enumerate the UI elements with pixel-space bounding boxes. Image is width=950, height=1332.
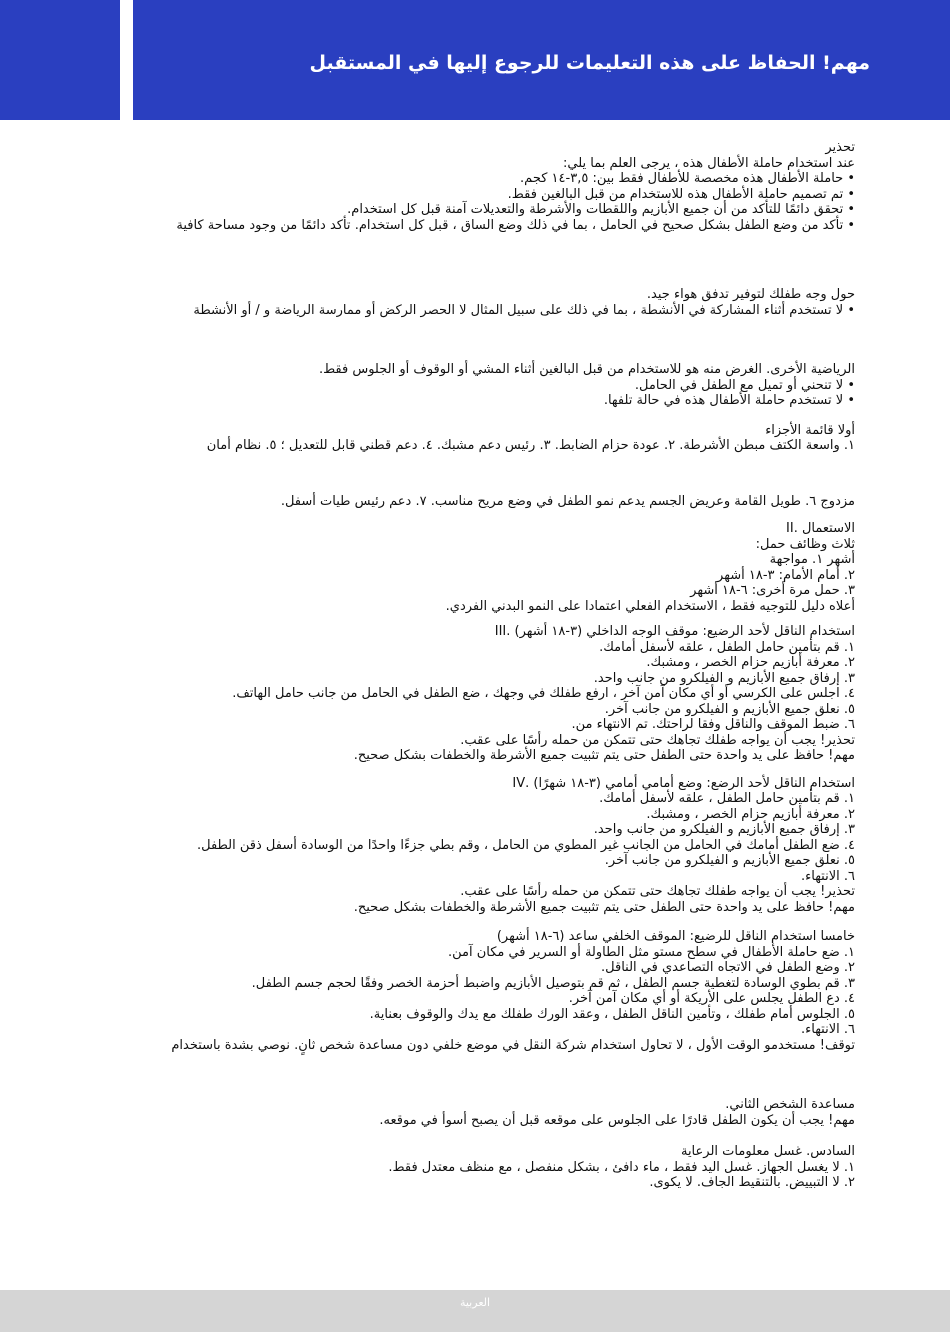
step-item: ١. قم بتأمين حامل الطفل ، علقه لأسفل أمامك. [599, 791, 855, 806]
inward-heading: استخدام الناقل لأحد الرضيع: موقف الوجه الداخلي (٣-١٨ أشهر) .III [494, 624, 855, 639]
step-item: ٥. الجلوس أمام طفلك ، وتأمين الناقل الطفل ، وعقد الورك طفلك مع يدك والوقوف بعناية. [369, 1006, 855, 1022]
text-line: الرياضية الأخرى. الغرض منه هو للاستخدام من قبل البالغين أثناء المشي أو الوقوف أو الجلوس فقط. [318, 362, 855, 377]
step-item: ١. قم بتأمين حامل الطفل ، علقه لأسفل أمامك. [599, 639, 855, 655]
stop-note: توقف! مستخدمو الوقت الأول ، لا تحاول استخدام شركة النقل في موضع خلفي دون مساعدة شخص ثانٍ. نوصي بشدة باستخدام [171, 1037, 855, 1053]
section-airflow [110, 287, 855, 318]
usage-heading: الاستعمال .II [786, 521, 855, 536]
text-line: أعلاه دليل للتوجيه فقط ، الاستخدام الفعلي اعتمادا على النمو البدني الفردي. [445, 598, 855, 614]
step-item: ٤. اجلس على الكرسي أو أي مكان آمن آخر ، ارفع طفلك في وجهك ، ضع الطفل في الحامل من جانب حامل الهاتف. [232, 686, 855, 701]
bullet-item: • تحقق دائمًا للتأكد من أن جميع الأبازيم واللقطات والأشرطة والتعديلات آمنة قبل كل استخدام. [347, 202, 855, 217]
text-line: ثلاث وظائف حمل: [755, 536, 855, 552]
text-line: حول وجه طفلك لتوفير تدفق هواء جيد. [646, 287, 855, 302]
step-item: ٣. إرفاق جميع الأبازيم و الفيلكرو من جانب واحد. [593, 822, 855, 837]
header-accent-block [0, 0, 120, 120]
section-warning [110, 140, 855, 233]
text-line: ٣. حمل مرة أخرى: ٦-١٨ أشهر [690, 583, 855, 598]
bullet-item: • حاملة الأطفال هذه مخصصة للأطفال فقط بين: ٣,٥-١٤ كجم. [520, 171, 855, 186]
text-line: عند استخدام حاملة الأطفال هذه ، يرجى العلم بما يلي: [563, 155, 855, 171]
step-item: ٢. معرفة أبازيم حزام الخصر ، ومشبك. [646, 655, 855, 670]
section-inward [110, 624, 855, 764]
step-item: ٦. الانتهاء. [800, 868, 855, 884]
section-forward [110, 776, 855, 916]
important-note: مهم! حافظ على يد واحدة حتى الطفل حتى يتم تثبيت جميع الأشرطة والخطفات بشكل صحيح. [353, 748, 855, 763]
step-item: ٦. ضبط الموقف والناقل وفقا لراحتك. تم الانتهاء من. [571, 717, 855, 732]
text-line: ١. واسعة الكتف مبطن الأشرطة. ٢. عودة حزام الضابط. ٣. رئيس دعم مشبك. ٤. دعم قطني قابل للتعديل ؛ ٥. نظام أمان [206, 438, 855, 453]
bullet-item: • لا تنحني أو تميل مع الطفل في الحامل. [634, 377, 855, 393]
important-note: مهم! حافظ على يد واحدة حتى الطفل حتى يتم تثبيت جميع الأشرطة والخطفات بشكل صحيح. [353, 899, 855, 915]
page-title: مهم! الحفاظ على هذه التعليمات للرجوع إليها في المستقبل [309, 52, 870, 74]
text-line: ٢. أمام الأمام: ٣-١٨ أشهر [717, 567, 855, 583]
document-body [110, 140, 855, 1191]
bullet-item: • لا تستخدم أثناء المشاركة في الأنشطة ، بما في ذلك على سبيل المثال لا الحصر الركض أو ممارسة الرياضة و / أو الأنشطة [193, 302, 855, 318]
care-heading: السادس. غسل معلومات الرعاية [680, 1144, 855, 1159]
step-item: ٢. وضع الطفل في الاتجاه التصاعدي في الناقل. [601, 960, 855, 975]
section-parts [110, 423, 855, 454]
forward-heading: استخدام الناقل لأحد الرضع: وضع أمامي أمامي (٣-١٨ شهرًا) .IV [512, 775, 855, 791]
footer-bar [0, 1290, 950, 1332]
step-item: ٥. نعلق جميع الأبازيم و الفيلكرو من جانب آخر. [604, 701, 855, 717]
warning-note: تحذير! يجب أن يواجه طفلك تجاهك حتى تتمكن من حمله رأسًا على عقب. [460, 884, 855, 899]
section-usage [110, 521, 855, 614]
warning-heading: تحذير [825, 140, 855, 155]
step-item: ٤. دع الطفل يجلس على الأريكة أو أي مكان آمن آخر. [568, 991, 855, 1006]
text-line: أشهر ١. مواجهة [769, 552, 855, 567]
text-line: مزدوج ٦. طويل القامة وعريض الجسم يدعم نمو الطفل في وضع مريح مناسب. ٧. دعم رئيس طيات أسفل. [280, 493, 855, 509]
bullet-item: • لا تستخدم حاملة الأطفال هذه في حالة تلفها. [603, 393, 855, 408]
header-band [0, 0, 950, 120]
step-item: ١. ضع حاملة الأطفال في سطح مستو مثل الطاولة أو السرير في مكان آمن. [447, 944, 855, 960]
section-sports [110, 362, 855, 409]
step-item: ٣. إرفاق جميع الأبازيم و الفيلكرو من جانب واحد. [593, 670, 855, 686]
header-bar [133, 0, 950, 120]
text-line: مساعدة الشخص الثاني. [725, 1097, 855, 1112]
bullet-item: • تأكد من وضع الطفل بشكل صحيح في الحامل ، بما في ذلك وضع الساق ، قبل كل استخدام. تأكد دائمًا من وجود مساحة كافية [176, 217, 855, 233]
step-item: ٦. الانتهاء. [800, 1022, 855, 1037]
step-item: ٣. قم بطوي الوسادة لتغطية جسم الطفل ، ثم قم بتوصيل الأبازيم واضبط أحزمة الخصر وفقًا لحجم جسم الطفل. [251, 975, 855, 991]
section-second-person [110, 1097, 855, 1128]
section-parts-continued [110, 494, 855, 510]
step-item: ٢. معرفة أبازيم حزام الخصر ، ومشبك. [646, 806, 855, 822]
important-note: مهم! يجب أن يكون الطفل قادرًا على الجلوس على موقعه قبل أن يصبح أسوأ في موقعه. [379, 1112, 855, 1128]
step-item: ٥. نعلق جميع الأبازيم و الفيلكرو من جانب آخر. [604, 853, 855, 868]
section-back [110, 929, 855, 1053]
parts-heading: أولا قائمة الأجزاء [765, 422, 855, 438]
section-care [110, 1144, 855, 1191]
bullet-item: • تم تصميم حاملة الأطفال هذه للاستخدام من قبل البالغين فقط. [507, 186, 855, 202]
back-heading: خامسا استخدام الناقل للرضيع: الموقف الخلفي ساعد (٦-١٨ أشهر) [496, 929, 855, 944]
step-item: ٤. ضع الطفل أمامك في الحامل من الجانب غير المطوي من الحامل ، وقم بطي جزءًا واحدًا من الوسادة أسفل ذقن الطفل. [196, 837, 855, 853]
footer-language-label: العربية [459, 1296, 491, 1309]
warning-note: تحذير! يجب أن يواجه طفلك تجاهك حتى تتمكن من حمله رأسًا على عقب. [460, 732, 855, 748]
step-item: ٢. لا التبييض. بالتنقيط الجاف. لا يكوى. [649, 1175, 855, 1190]
step-item: ١. لا يغسل الجهاز. غسل اليد فقط ، ماء دافئ ، بشكل منفصل ، مع منظف معتدل فقط. [388, 1159, 855, 1175]
